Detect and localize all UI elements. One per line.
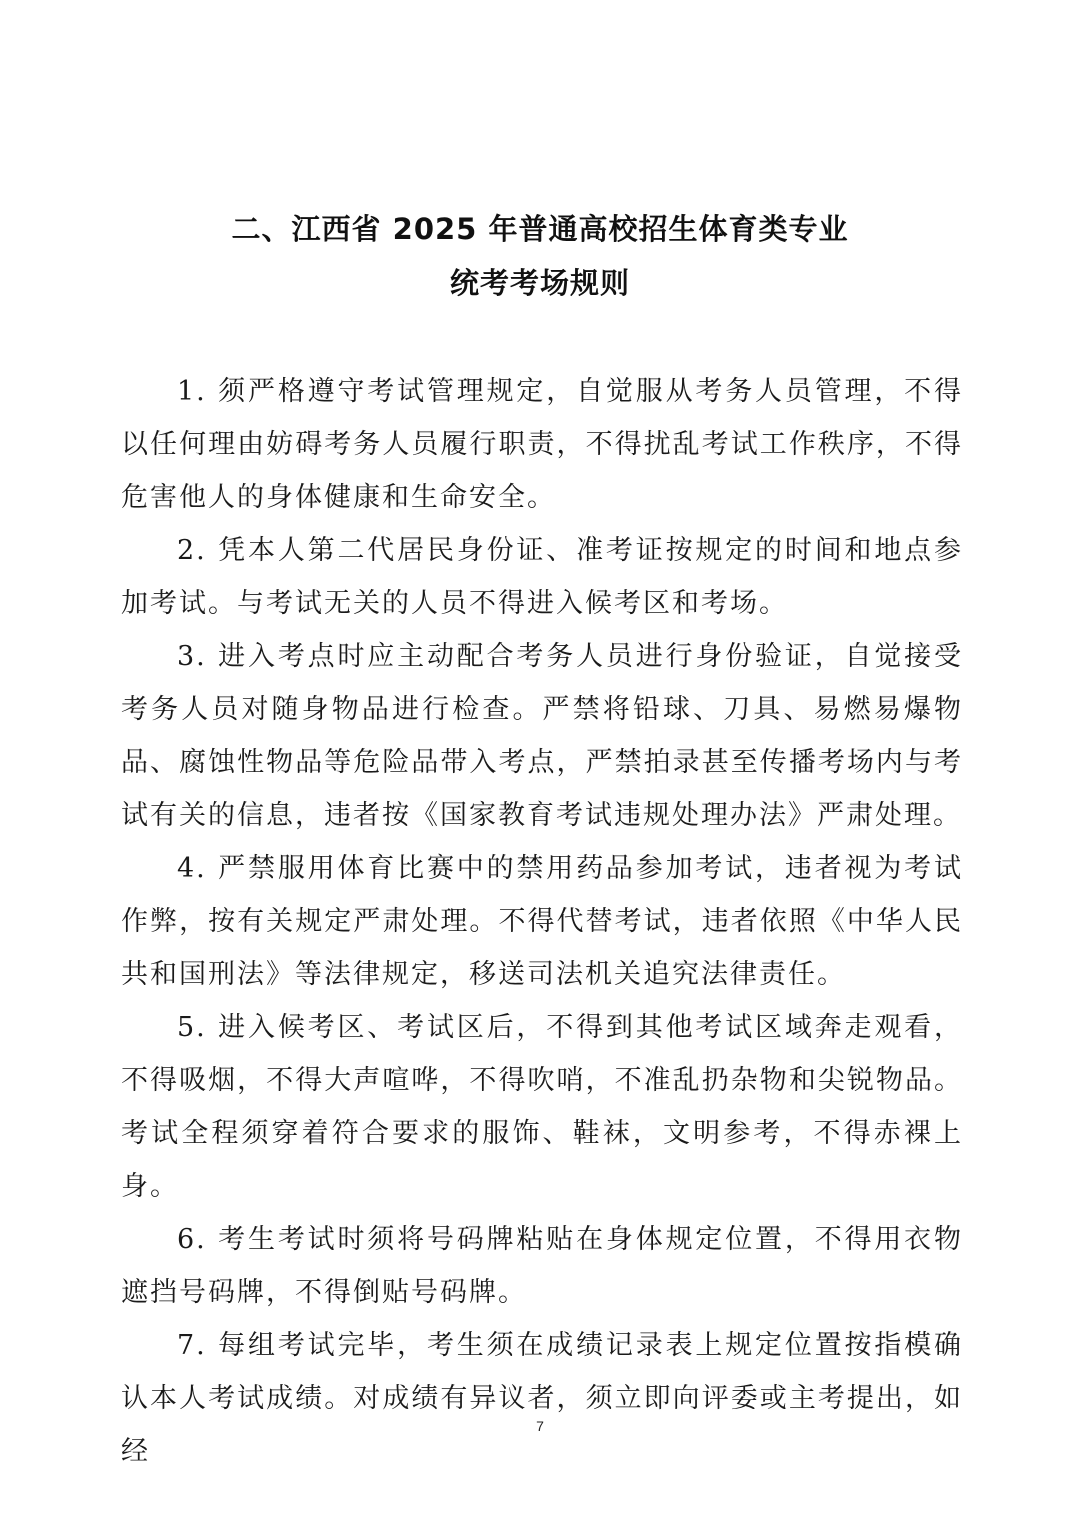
rule-paragraph-2: 2. 凭本人第二代居民身份证、准考证按规定的时间和地点参加考试。与考试无关的人员不得进入候考区和考场。 (121, 535, 963, 619)
page-number: 7 (536, 1418, 544, 1434)
document-body (121, 365, 963, 1478)
rule-paragraph-3: 3. 进入考点时应主动配合考务人员进行身份验证，自觉接受考务人员对随身物品进行检查。严禁将铅球、刀具、易燃易爆物品、腐蚀性物品等危险品带入考点，严禁拍录甚至传播考场内与考试有关的信息，违者按《国家教育考试违规处理办法》严肃处理。 (121, 641, 963, 831)
document-title-line-1: 二、江西省 2025 年普通高校招生体育类专业 (231, 212, 849, 246)
document-title-line-2: 统考考场规则 (449, 266, 630, 300)
rule-paragraph-6: 6. 考生考试时须将号码牌粘贴在身体规定位置，不得用衣物遮挡号码牌，不得倒贴号码牌。 (121, 1224, 963, 1308)
rule-paragraph-7: 7. 每组考试完毕，考生须在成绩记录表上规定位置按指模确认本人考试成绩。对成绩有异议者，须立即向评委或主考提出，如经 (121, 1330, 963, 1467)
rule-paragraph-4: 4. 严禁服用体育比赛中的禁用药品参加考试，违者视为考试作弊，按有关规定严肃处理。不得代替考试，违者依照《中华人民共和国刑法》等法律规定，移送司法机关追究法律责任。 (121, 853, 963, 990)
rule-paragraph-1: 1. 须严格遵守考试管理规定，自觉服从考务人员管理，不得以任何理由妨碍考务人员履行职责，不得扰乱考试工作秩序，不得危害他人的身体健康和生命安全。 (121, 376, 963, 513)
rule-paragraph-5: 5. 进入候考区、考试区后，不得到其他考试区域奔走观看，不得吸烟，不得大声喧哗，不得吹哨，不准乱扔杂物和尖锐物品。考试全程须穿着符合要求的服饰、鞋袜，文明参考，不得赤裸上身。 (121, 1012, 963, 1202)
